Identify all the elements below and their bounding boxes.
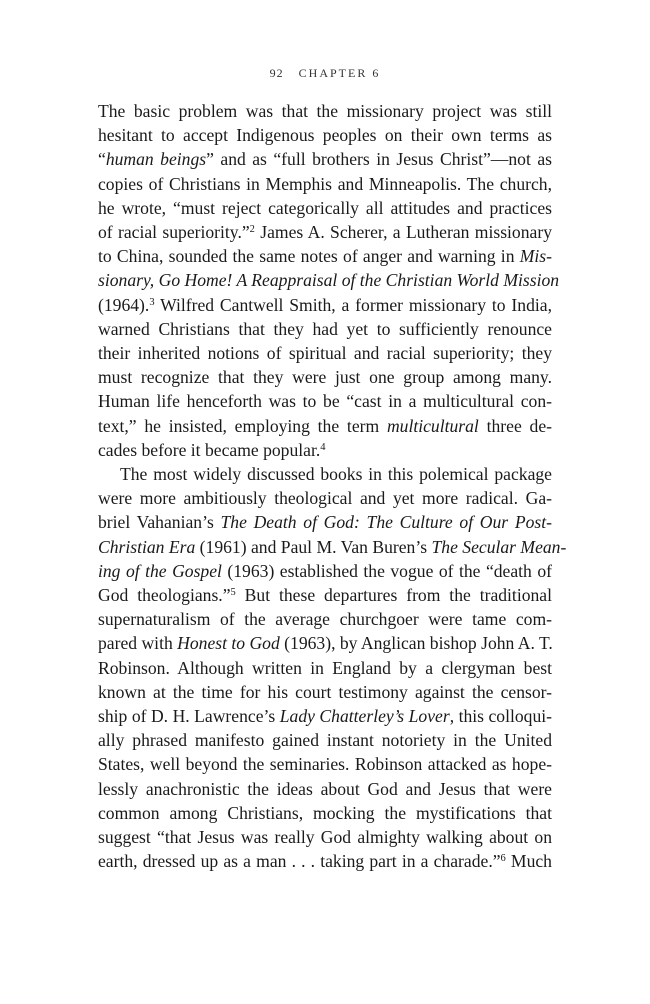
text-line <box>98 268 560 292</box>
text-span: text,” he insisted, employing the term <box>98 415 387 436</box>
text-span: hesitant to accept Indigenous peoples on their own terms as <box>98 125 552 146</box>
text-line <box>98 341 552 365</box>
text-span: lessly anachronistic the ideas about God and Jesus that were <box>98 778 552 799</box>
text-line <box>98 147 552 171</box>
text-span: Much <box>505 851 552 872</box>
footnote-ref: 3 <box>149 296 155 308</box>
body-text <box>98 99 567 874</box>
text-line <box>98 607 552 631</box>
text-span: supernaturalism of the average churchgoer were tame com- <box>98 609 552 630</box>
text-span: (1964). <box>98 294 150 315</box>
text-line <box>98 389 552 413</box>
text-line <box>98 777 552 801</box>
text-span: “ <box>98 149 106 170</box>
text-line <box>98 438 552 462</box>
text-span: their inherited notions of spiritual and racial superiority; they <box>98 343 552 364</box>
italic-span: Lady Chatterley’s Lover <box>279 706 450 727</box>
italic-span: multicultural <box>386 415 479 436</box>
text-span: Human life henceforth was to be “cast in a multicultural con- <box>98 391 552 412</box>
text-span: The basic problem was that the missionary project was still <box>98 101 552 121</box>
italic-span: Mis- <box>519 246 552 267</box>
italic-span: Honest to God <box>177 633 280 654</box>
text-line <box>98 680 552 704</box>
text-line <box>98 849 552 873</box>
text-span: , this colloqui- <box>449 706 553 727</box>
text-line <box>98 365 552 389</box>
text-span: God theologians.” <box>98 585 231 606</box>
text-line <box>98 414 552 438</box>
text-span: Robinson. Although written in England by a clergyman best <box>98 657 552 678</box>
text-line <box>98 462 552 486</box>
text-span: suggest “that Jesus was really God almighty walking about on <box>98 827 552 848</box>
text-span: States, well beyond the seminaries. Robinson attacked as hope- <box>98 754 552 775</box>
text-span: earth, dressed up as a man . . . taking part in a charade.” <box>98 851 501 872</box>
text-line <box>98 510 552 534</box>
text-line <box>98 656 552 680</box>
text-span: pared with <box>98 633 178 654</box>
text-span: James A. Scherer, a Lutheran missionary <box>254 222 552 243</box>
text-line <box>98 486 552 510</box>
italic-span: The Death of God: The Culture of Our Post- <box>220 512 552 533</box>
text-span: cades before it became popular. <box>98 439 321 460</box>
text-span: But these departures from the traditional <box>235 585 552 606</box>
footnote-ref: 4 <box>320 441 326 453</box>
text-span: ally phrased manifesto gained instant notoriety in the United <box>98 730 552 751</box>
italic-span: sionary, Go Home! A Reappraisal of the Christian World Mission <box>98 270 560 291</box>
text-line <box>98 825 552 849</box>
text-line <box>98 99 552 123</box>
text-line <box>98 293 552 317</box>
text-span: common among Christians, mocking the mystifications that <box>98 802 552 823</box>
text-span: three de- <box>478 415 552 436</box>
footnote-ref: 5 <box>230 587 236 599</box>
text-span: of racial superiority.” <box>98 222 250 243</box>
text-span: ship of D. H. Lawrence’s <box>98 706 280 727</box>
running-head <box>0 66 650 81</box>
text-span: The most widely discussed books in this polemical package <box>120 464 552 485</box>
italic-span: The Secular Mean- <box>431 536 567 557</box>
text-line <box>98 752 552 776</box>
text-line <box>98 123 552 147</box>
text-line <box>98 583 552 607</box>
page-number: 92 <box>269 66 284 80</box>
text-line <box>98 728 552 752</box>
text-span: (1963) established the vogue of the “death of <box>221 560 552 581</box>
text-span: briel Vahanian’s <box>98 512 221 533</box>
text-span: (1961) and Paul M. Van Buren’s <box>195 536 432 557</box>
text-line <box>98 559 552 583</box>
text-span: to China, sounded the same notes of anger and warning in <box>98 246 520 267</box>
italic-span: ing of the Gospel <box>98 560 222 581</box>
text-span: Wilfred Cantwell Smith, a former missionary to India, <box>154 294 552 315</box>
text-line <box>98 220 552 244</box>
text-line <box>98 317 552 341</box>
text-line <box>98 631 552 655</box>
text-line <box>98 172 552 196</box>
text-span: known at the time for his court testimony against the censor- <box>98 681 552 702</box>
text-span: were more ambitiously theological and yet more radical. Ga- <box>98 488 552 509</box>
text-span: he wrote, “must reject categorically all attitudes and practices <box>98 197 552 218</box>
text-line <box>98 704 552 728</box>
text-line <box>98 801 552 825</box>
text-span: warned Christians that they had yet to sufficiently renounce <box>98 318 552 339</box>
italic-span: Christian Era <box>98 536 196 557</box>
chapter-label: CHAPTER 6 <box>298 66 381 80</box>
footnote-ref: 6 <box>500 853 506 865</box>
text-span: copies of Christians in Memphis and Minneapolis. The church, <box>98 173 552 194</box>
text-line <box>98 196 552 220</box>
text-span: ” and as “full brothers in Jesus Christ”—not as <box>206 149 552 170</box>
text-line <box>98 535 567 559</box>
footnote-ref: 2 <box>249 224 255 236</box>
text-span: must recognize that they were just one group among many. <box>98 367 552 388</box>
italic-span: human beings <box>105 149 207 170</box>
text-span: (1963), by Anglican bishop John A. T. <box>279 633 553 654</box>
text-line <box>98 244 552 268</box>
